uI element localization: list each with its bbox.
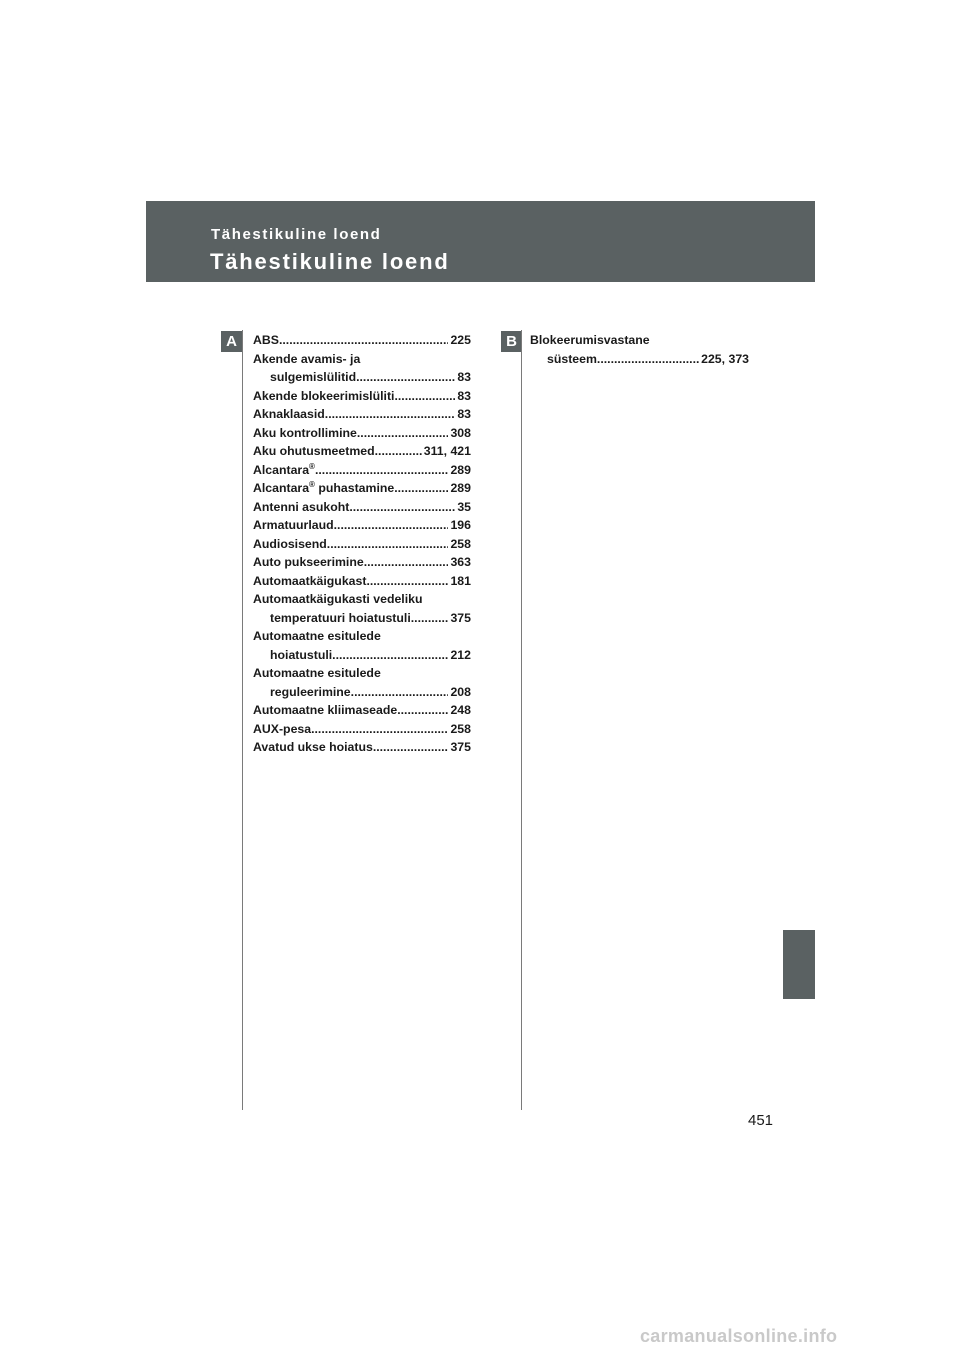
page-title: Tähestikuline loend [210, 249, 450, 274]
index-column-a [253, 331, 471, 757]
index-entry [253, 627, 471, 664]
watermark: carmanualsonline.info [640, 1326, 838, 1346]
entry-term: Aku kontrollimine [253, 425, 357, 440]
page-reference: 248 [450, 703, 471, 717]
index-entry [253, 572, 471, 591]
index-entry [253, 535, 471, 554]
index-entry [253, 387, 471, 406]
entry-term: AUX-pesa [253, 721, 312, 736]
registered-mark: ® [309, 480, 315, 489]
column-divider-left [242, 330, 243, 1110]
page-reference: 83 [457, 388, 471, 403]
entry-term-continuation: hoiatustuli [270, 647, 333, 662]
letter-marker-a: A [221, 331, 242, 352]
index-entry [253, 720, 471, 739]
index-entry [253, 331, 471, 350]
dot-leader [327, 535, 449, 554]
page-reference: 225, 373 [701, 351, 749, 366]
chapter-thumb-tab [783, 930, 815, 999]
entry-term: Alcantara® puhastamine [253, 480, 395, 495]
entry-term: Akende avamis- ja [253, 351, 361, 366]
page-reference: 363 [450, 555, 471, 569]
entry-term-continuation: temperatuuri hoiatustuli [270, 610, 411, 625]
entry-term: Automaatne esitulede [253, 666, 381, 680]
dot-leader [411, 609, 449, 628]
entry-term-continuation: süsteem [547, 351, 597, 366]
page-reference: 258 [450, 536, 471, 551]
index-entry [253, 590, 471, 627]
entry-term: Armatuurlaud [253, 518, 334, 532]
entry-term: Automaatkäigukast [253, 573, 367, 588]
index-entry [253, 664, 471, 701]
entry-term-continuation: sulgemislülitid [270, 370, 357, 384]
dot-leader [325, 405, 456, 424]
dot-leader [279, 331, 449, 350]
page-reference: 83 [457, 370, 471, 384]
page-reference: 311, 421 [423, 444, 471, 458]
index-column-b [530, 331, 749, 368]
page-reference: 258 [450, 721, 471, 736]
entry-term: Audiosisend [253, 536, 327, 551]
entry-term: Aku ohutusmeetmed [253, 444, 375, 458]
entry-term-continuation: reguleerimine [270, 684, 351, 699]
section-header-band [146, 201, 815, 282]
letter-marker-b: B [501, 331, 522, 352]
dot-leader [357, 424, 449, 443]
index-entry [253, 405, 471, 424]
entry-term: ABS [253, 333, 279, 347]
dot-leader [394, 479, 448, 498]
dot-leader [351, 683, 449, 702]
page-reference: 289 [450, 481, 471, 495]
index-entry [253, 738, 471, 757]
entry-term: Automaatne esitulede [253, 629, 381, 643]
index-entry [253, 516, 471, 535]
entry-term: Auto pukseerimine [253, 555, 364, 569]
index-entry [253, 442, 471, 461]
page-reference: 289 [450, 462, 471, 477]
page-reference: 208 [450, 684, 471, 699]
page-reference: 212 [450, 647, 471, 662]
page-reference: 181 [450, 573, 471, 588]
section-label: Tähestikuline loend [211, 226, 382, 243]
dot-leader [375, 442, 422, 461]
dot-leader [364, 553, 449, 572]
index-entry [530, 331, 749, 368]
index-entry [253, 553, 471, 572]
entry-term: Automaatkäigukasti vedeliku [253, 592, 423, 606]
page-reference: 225 [450, 333, 471, 347]
dot-leader [315, 461, 449, 480]
dot-leader [332, 646, 448, 665]
dot-leader [334, 516, 449, 535]
entry-term: Aknaklaasid [253, 407, 325, 421]
entry-term: Alcantara® [253, 461, 315, 477]
page-reference: 196 [450, 518, 471, 532]
entry-term: Akende blokeerimislüliti [253, 388, 395, 403]
page-number: 451 [748, 1112, 774, 1129]
index-entry [253, 461, 471, 480]
index-entry [253, 701, 471, 720]
dot-leader [373, 738, 449, 757]
entry-term: Automaatne kliimaseade [253, 703, 398, 717]
page-reference: 375 [450, 740, 471, 754]
entry-term: Antenni asukoht [253, 499, 350, 514]
page-reference: 375 [450, 610, 471, 625]
dot-leader [397, 701, 448, 720]
dot-leader [394, 387, 455, 406]
dot-leader [311, 720, 448, 739]
page-reference: 308 [450, 425, 471, 440]
dot-leader [366, 572, 448, 591]
dot-leader [356, 368, 455, 387]
page-reference: 35 [457, 499, 471, 514]
page-reference: 83 [457, 407, 471, 421]
index-entry [253, 350, 471, 387]
dot-leader [597, 350, 699, 369]
index-entry [253, 424, 471, 443]
index-entry [253, 479, 471, 498]
entry-term: Blokeerumisvastane [530, 333, 650, 347]
dot-leader [349, 498, 455, 517]
registered-mark: ® [309, 461, 315, 471]
index-entry [253, 498, 471, 517]
entry-term: Avatud ukse hoiatus [253, 740, 373, 754]
column-divider-right [521, 330, 522, 1110]
